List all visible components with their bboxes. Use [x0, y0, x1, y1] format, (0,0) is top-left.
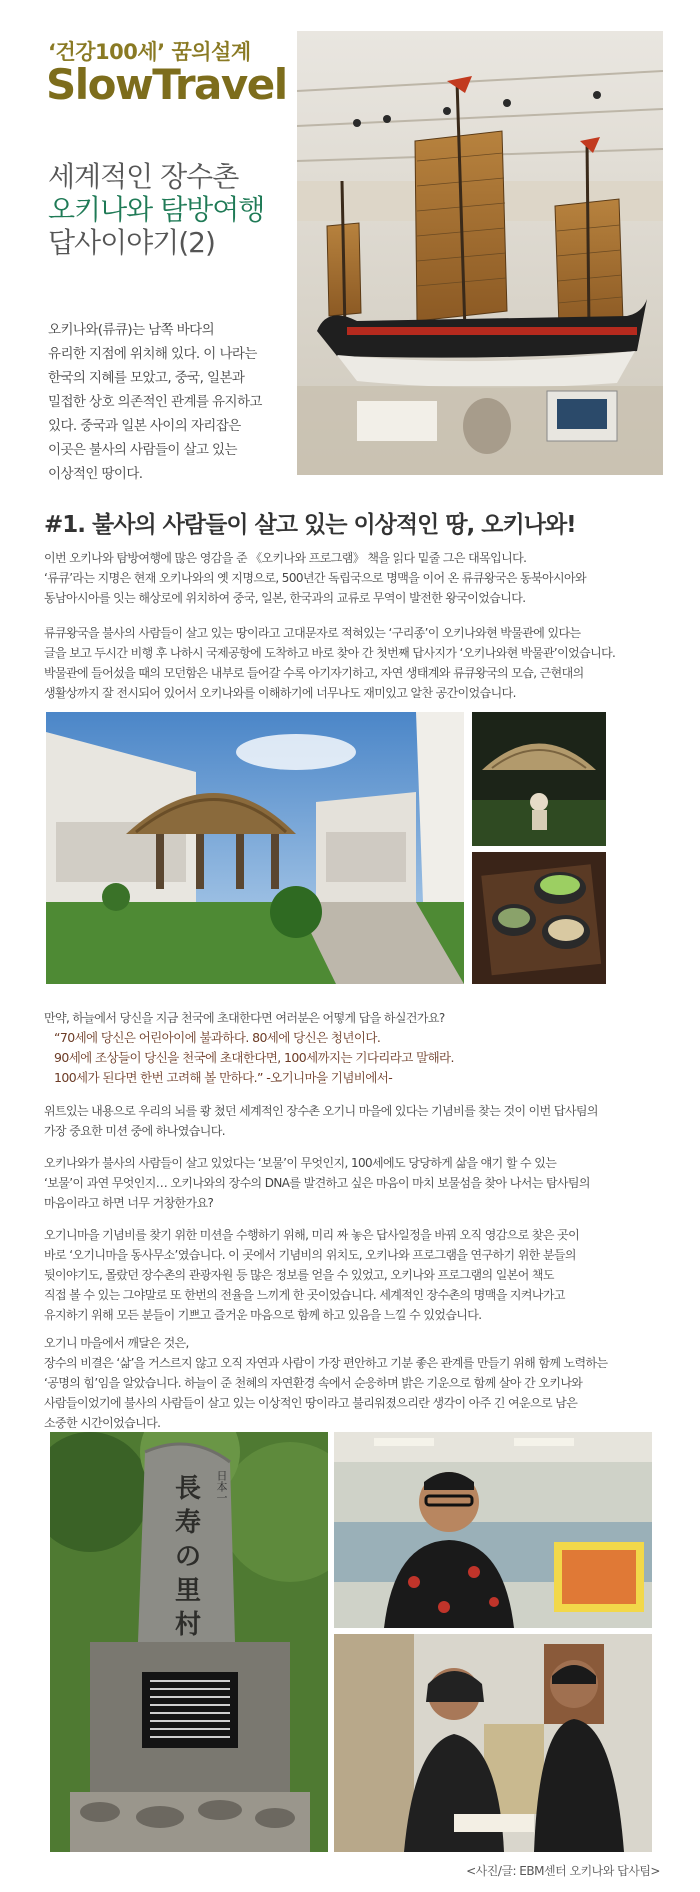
reading-book-photo: [334, 1634, 652, 1852]
ship-museum-photo: [297, 31, 663, 475]
paragraph-6: 오기니 마을에서 깨달은 것은, 장수의 비결은 ‘삶’을 거스르지 않고 오직 자연과 사람이 가장 편안하고 기분 좋은 관계를 만들기 위해 함께 노력하는 ‘공명의 힘’임을 알았습니다. 하늘이 준 천혜의 자연환경 속에서 순응하며 밝은 기운으로 함께 살아 간 오키나와 사람들이었기에 불사의 사람들이 살고 있는 이상적인 땅이라고 불리워졌으리란 생각이 아주 긴 여운으로 남은 소중한 시간이었습니다.: [44, 1336, 608, 1430]
title-line-1: 세계적인 장수촌: [48, 160, 239, 193]
paragraph-2: 류큐왕국을 불사의 사람들이 살고 있는 땅이라고 고대문자로 적혀있는 ‘구리종’이 오키나와현 박물관에 있다는 글을 보고 두시간 비행 후 나하시 국제공항에 도착하고 바로 찾아 간 첫번째 답사지가 ‘오키나와현 박물관’이었습니다. 박물관에 들어섰을 때의 모던함은 내부로 들어갈 수록 아기자기하고, 자연 생태계와 류큐왕국의 모습, 근현대의 생활상까지 잘 전시되어 있어서 오키나와를 이해하기에 너무나도 재미있고 알찬 공간이었습니다.: [44, 626, 616, 700]
brand-title: SlowTravel: [46, 60, 287, 109]
paragraph-4: 오키나와가 불사의 사람들이 살고 있었다는 ‘보물’이 무엇인지, 100세에도 당당하게 삶을 얘기 할 수 있는 ‘보물’이 과연 무엇인지… 오키나와의 장수의 DNA를 발견하고 싶은 마음이 마치 보물섬을 찾아 나서는 탐사팀의 마음이라고 하면 너무 거창한가요?: [44, 1156, 590, 1210]
intro-paragraph: 오키나와(류큐)는 남쪽 바다의 유리한 지점에 위치해 있다. 이 나라는 한국의 지혜를 모았고, 중국, 일본과 밀접한 상호 의존적인 관계를 유지하고 있다. 중국과 일본 사이의 자리잡은 이곳은 불사의 사람들이 살고 있는 이상적인 땅이다.: [48, 322, 262, 482]
series-title: ‘건강100세’ 꿈의설계: [48, 40, 251, 64]
title-line-2: 오키나와 탐방여행: [48, 193, 265, 226]
paragraph-5: 오기니마을 기념비를 찾기 위한 미션을 수행하기 위해, 미리 짜 놓은 답사일정을 바꿔 오직 영감으로 찾은 곳이 바로 ‘오기니마을 동사무소’였습니다. 이 곳에서 기념비의 위치도, 오키나와 프로그램을 연구하기 위한 분들의 뒷이야기도, 몰랐던 장수촌의 관광자원 등 많은 정보를 얻을 수 있었고, 오키나와 프로그램의 일본어 책도 직접 볼 수 있는 그야말로 또 한번의 전율을 느끼게 한 곳이었습니다. 세계적인 장수촌의 명맥을 지켜나가고 유지하기 위해 모든 분들이 기쁘고 즐거운 마음으로 함께 하고 있음을 느낄 수 있었습니다.: [44, 1228, 580, 1322]
paragraph-3: 위트있는 내용으로 우리의 뇌를 쾅 쳤던 세계적인 장수촌 오기니 마을에 있다는 기념비를 찾는 것이 이번 답사팀의 가장 중요한 미션 중에 하나였습니다.: [44, 1104, 598, 1138]
village-office-photo: [334, 1432, 652, 1628]
stone-inscription-side: 日本一: [215, 1470, 228, 1503]
museum-building-photo: [46, 712, 464, 984]
village-quote: “70세에 당신은 어린아이에 불과하다. 80세에 당신은 청년이다. 90세에 조상들이 당신을 천국에 초대한다면, 100세까지는 기다리라고 말해라. 100세가 된다면 한번 고려해 볼 만하다.” -오기니마을 기념비에서-: [54, 1030, 454, 1085]
photo-credit: <사진/글: EBM센터 오키나와 답사팀>: [466, 1864, 660, 1878]
title-line-3: 답사이야기(2): [48, 226, 215, 259]
paragraph-1: 이번 오키나와 탐방여행에 많은 영감을 준 《오키나와 프로그램》 책을 읽다 밑줄 그은 대목입니다. ‘류큐’라는 지명은 현재 오키나와의 옛 지명으로, 500년간 독립국으로 명맥을 이어 온 류큐왕국은 동북아시아와 동남아시아를 잇는 해상로에 위치하여 중국, 일본, 한국과의 교류로 무역이 발전한 왕국이었습니다.: [44, 551, 586, 605]
section-title: #1. 불사의 사람들이 살고 있는 이상적인 땅, 오키나와!: [44, 512, 576, 538]
stone-inscription: 長寿 の 里 村: [174, 1474, 201, 1640]
food-tray-photo: [472, 852, 606, 984]
monument-stone-photo: [50, 1432, 328, 1852]
thatched-hut-night-photo: [472, 712, 606, 846]
question-line: 만약, 하늘에서 당신을 지금 천국에 초대한다면 여러분은 어떻게 답을 하실건가요?: [44, 1011, 445, 1025]
